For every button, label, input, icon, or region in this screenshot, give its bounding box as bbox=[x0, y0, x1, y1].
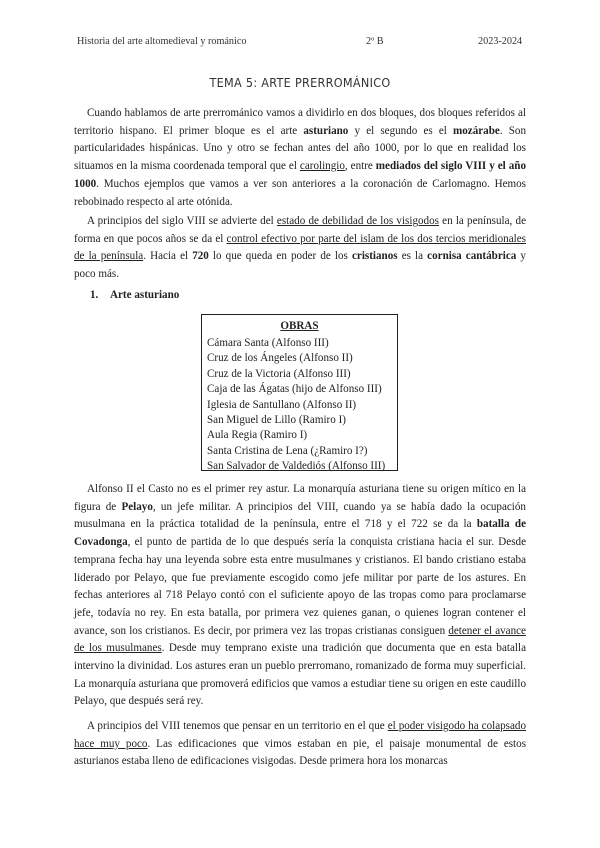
bold-cornisa: cornisa cantábrica bbox=[427, 250, 517, 263]
text-run: , el punto de partida de lo que después sería la conquista cristiana hacia el sur. Desde temprana fecha hay una leyenda sobre esta entre musulmanes y cristianos. El bando cristiano estaba liderado por Pelayo, que fue previamente escogido como jefe militar por parte de los astures. En fechas anteriores al 718 Pelayo contó con el suficiente apoyo de las tropas como para proclamarse jefe, todavía no rey. En esta batalla, por primera vez quienes ganan, o quienes logran contener el avance, son los cristianos. Es decir, por primera vez las tropas cristianas consiguen bbox=[74, 536, 526, 637]
text-run: , un jefe militar. A principios del VIII, cuando ya se había dado la ocupación musulmana en la práctica totalidad de la península, entre el 718 y el 722 se da la bbox=[74, 500, 526, 531]
bold-cristianos: cristianos bbox=[351, 250, 398, 263]
text-run: lo que queda en poder de los bbox=[208, 250, 352, 263]
text-run: Alfonso II el Casto no es el primer rey astur. La monarquía asturiana tiene su origen mítico en la figura de bbox=[74, 483, 526, 513]
underline-islam: control efectivo por parte del islam de los dos tercios meridionales de la península bbox=[74, 232, 526, 263]
header-group: 2º B bbox=[366, 36, 384, 47]
text-run: y poco más. bbox=[74, 250, 526, 281]
page-title: TEMA 5: ARTE PRERROMÁNICO bbox=[209, 75, 391, 90]
bold-720: 720 bbox=[192, 250, 209, 263]
text-run: . Son particularidades hispánicas. Uno y otro se fechan antes del año 1000, por lo que en realidad los situamos en la misma coordenada temporal que el bbox=[74, 124, 527, 173]
text-run: y el segundo es el bbox=[348, 124, 453, 137]
list-item: Cruz de los Ángeles (Alfonso II) bbox=[207, 352, 353, 365]
bold-asturiano: asturiano bbox=[303, 124, 349, 137]
list-item: Caja de las Ágatas (hijo de Alfonso III) bbox=[207, 383, 382, 396]
underline-carolingio: carolingio bbox=[299, 160, 345, 173]
section-number: 1. bbox=[90, 289, 99, 301]
list-item: Cámara Santa (Alfonso III) bbox=[207, 337, 329, 349]
list-item: Iglesia de Santullano (Alfonso II) bbox=[207, 398, 357, 411]
text-run: A principios del VIII tenemos que pensar en un territorio en el que bbox=[87, 720, 388, 732]
text-run: . Hacia el bbox=[143, 250, 193, 263]
text-run: Cuando hablamos de arte prerrománico vamos a dividirlo en dos bloques, dos bloques referidos al territorio hispano. El primer bloque es el arte bbox=[74, 107, 526, 137]
header-course: Historia del arte altomedieval y románico bbox=[77, 36, 247, 47]
header-year: 2023-2024 bbox=[478, 36, 523, 47]
paragraph-intro bbox=[74, 105, 526, 211]
paragraph-pelayo bbox=[74, 481, 526, 711]
obras-box bbox=[201, 314, 398, 471]
list-item: San Miguel de Lillo (Ramiro I) bbox=[207, 414, 346, 427]
underline-visigodos: estado de debilidad de los visigodos bbox=[276, 215, 439, 227]
paragraph-context bbox=[74, 213, 526, 284]
obras-list bbox=[202, 336, 397, 475]
list-item: San Salvador de Valdediós (Alfonso III) bbox=[207, 460, 386, 473]
text-run: en la península, de forma en que pocos años se da el bbox=[74, 215, 526, 245]
text-run: . Desde muy temprano existe una tradición que documenta que en esta batalla intervino la divinidad. Los astures eran un pueblo prerromano, romanizado de forma muy superficial. La monarquía asturiana que promoverá edificios que vamos a estudiar tiene su origen en este caudillo Pelayo, que después será rey. bbox=[74, 642, 526, 708]
section-label: Arte asturiano bbox=[110, 289, 180, 301]
text-run: . Las edificaciones que vimos estaban en pie, el paisaje monumental de estos asturianos estaba lleno de edificaciones visigodas. Desde primera hora los monarcas bbox=[74, 737, 527, 768]
bold-date-range: mediados del siglo VIII y el año 1000 bbox=[74, 160, 526, 190]
bold-pelayo: Pelayo bbox=[121, 500, 153, 513]
bold-mozarabe: mozárabe bbox=[453, 124, 500, 137]
list-item: Santa Cristina de Lena (¿Ramiro I?) bbox=[207, 444, 368, 457]
list-item: Aula Regia (Ramiro I) bbox=[207, 429, 308, 442]
text-run: es la bbox=[397, 250, 428, 263]
underline-poder-visigodo: el poder visigodo ha colapsado hace muy poco bbox=[74, 720, 527, 750]
text-run: . Muchos ejemplos que vamos a ver son anteriores a la coronación de Carlomagno. Hemos rebobinado respecto al arte otónida. bbox=[74, 177, 526, 208]
underline-avance: detener el avance de los musulmanes bbox=[74, 624, 526, 655]
list-item: Cruz de la Victoria (Alfonso III) bbox=[207, 367, 351, 380]
bold-covadonga: batalla de Covadonga bbox=[74, 518, 526, 549]
text-run: , entre bbox=[344, 160, 376, 173]
text-run: A principios del siglo VIII se advierte del bbox=[87, 215, 277, 227]
paragraph-visigodo bbox=[74, 718, 526, 771]
obras-title: OBRAS bbox=[280, 320, 319, 332]
section-heading bbox=[90, 289, 179, 301]
